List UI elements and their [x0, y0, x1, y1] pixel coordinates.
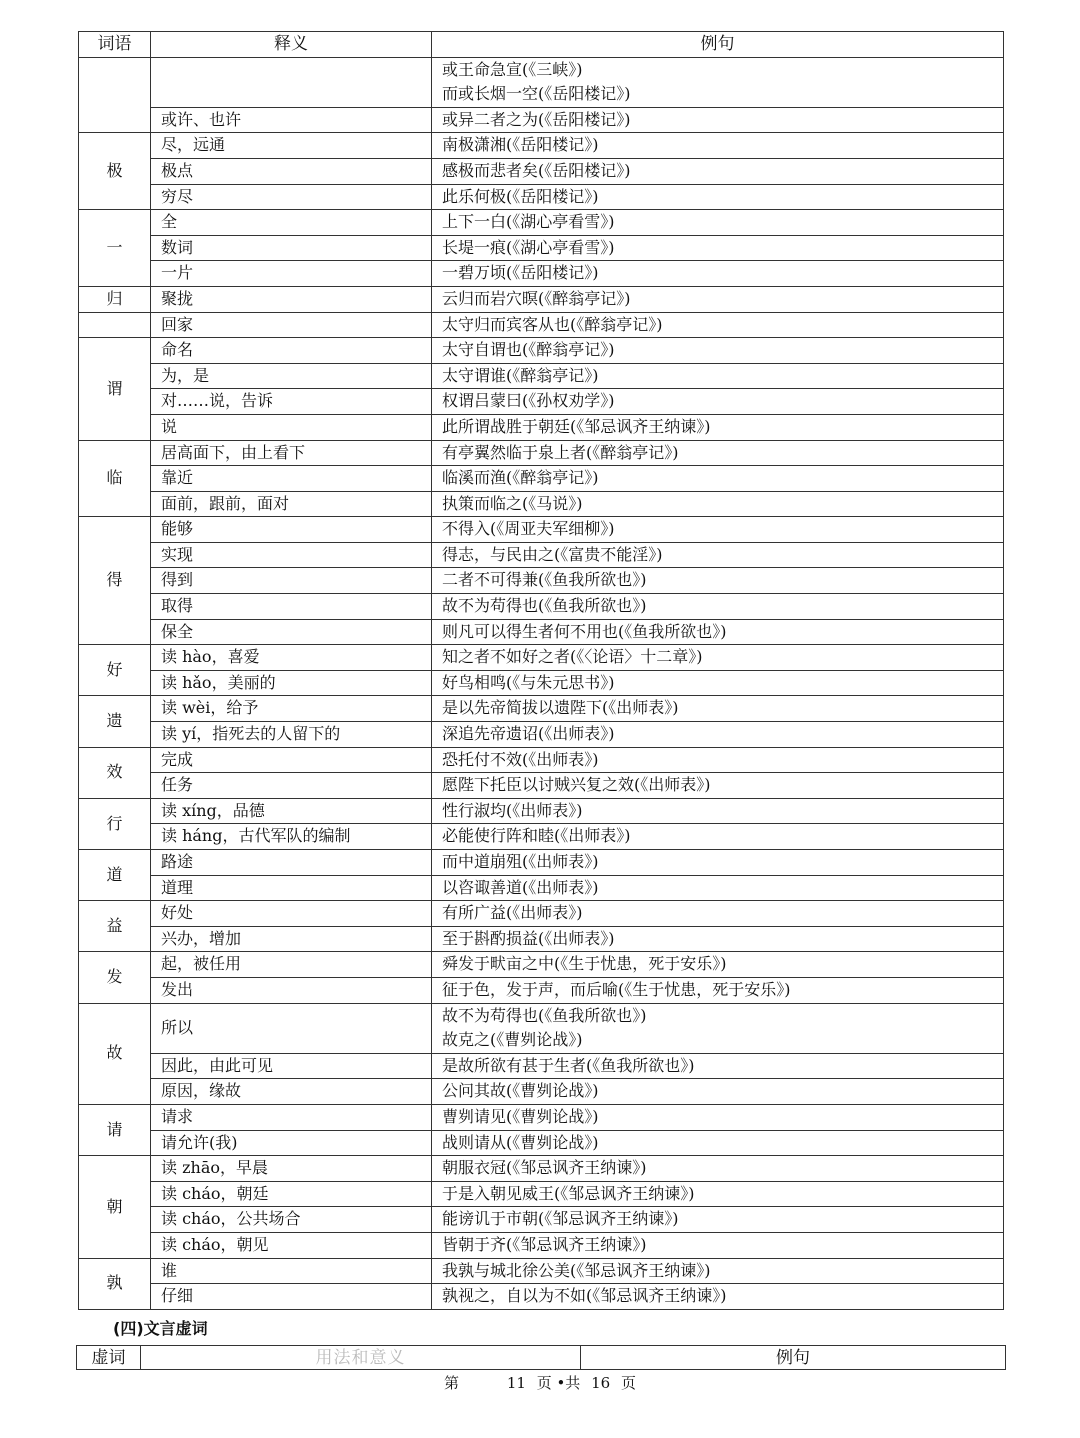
example-cell: [432, 261, 1004, 287]
meaning-cell: 能够: [151, 517, 432, 543]
word-cell: 道: [79, 850, 151, 901]
table-row: [79, 747, 1004, 773]
meaning-cell: 读 cháo，公共场合: [151, 1207, 432, 1233]
function-table-header-row: [77, 1346, 1006, 1370]
example-sentence: 故克之(《曹刿论战》): [442, 1030, 583, 1050]
meaning-cell: 任务: [151, 773, 432, 799]
func-header-example: 例句: [581, 1346, 1006, 1370]
example-sentence: 不得入(《周亚夫军细柳》): [442, 519, 615, 539]
word-cell: 归: [79, 286, 151, 312]
function-word-table: [76, 1345, 1006, 1370]
table-row: [79, 977, 1004, 1003]
example-cell: [432, 542, 1004, 568]
word-cell: 发: [79, 952, 151, 1003]
example-cell: [432, 1232, 1004, 1258]
meaning-cell: 说: [151, 414, 432, 440]
example-sentence: 太守自谓也(《醉翁亭记》): [442, 340, 615, 360]
word-cell: 效: [79, 747, 151, 798]
example-sentence: 愿陛下托臣以讨贼兴复之效(《出师表》): [442, 775, 711, 795]
example-cell: [432, 1003, 1004, 1053]
example-cell: [432, 1053, 1004, 1079]
meaning-cell: 完成: [151, 747, 432, 773]
meaning-cell: 保全: [151, 619, 432, 645]
example-sentence: 临溪而渔(《醉翁亭记》): [442, 468, 599, 488]
footer-suffix: 页: [620, 1374, 636, 1392]
meaning-cell: 极点: [151, 158, 432, 184]
example-cell: [432, 568, 1004, 594]
table-row: [79, 414, 1004, 440]
example-cell: [432, 722, 1004, 748]
table-row: [79, 1207, 1004, 1233]
example-sentence: 太守归而宾客从也(《醉翁亭记》): [442, 314, 663, 334]
table-row: [79, 1284, 1004, 1310]
table-row: [79, 389, 1004, 415]
func-header-usage-text: 用法和意义: [315, 1347, 406, 1368]
example-sentence: 征于色，发于声，而后喻(《生于忧患，死于安乐》): [442, 979, 791, 999]
example-sentence: 曹刿请见(《曹刿论战》): [442, 1106, 599, 1126]
table-row: [79, 107, 1004, 133]
meaning-cell: 读 cháo，朝见: [151, 1232, 432, 1258]
meaning-cell: 穷尽: [151, 184, 432, 210]
table-row: [79, 1053, 1004, 1079]
example-sentence: 有亭翼然临于泉上者(《醉翁亭记》): [442, 442, 679, 462]
example-cell: [432, 363, 1004, 389]
meaning-cell: 起，被任用: [151, 952, 432, 978]
example-sentence: 舜发于畎亩之中(《生于忧患，死于安乐》): [442, 954, 727, 974]
table-row: [79, 952, 1004, 978]
meaning-cell: 请允许(我): [151, 1130, 432, 1156]
example-sentence: 上下一白(《湖心亭看雪》): [442, 212, 615, 232]
example-cell: [432, 133, 1004, 159]
table-row: [79, 235, 1004, 261]
example-cell: [432, 875, 1004, 901]
table-row: [79, 1181, 1004, 1207]
example-cell: [432, 824, 1004, 850]
meaning-cell: 居高面下，由上看下: [151, 440, 432, 466]
table-row: [79, 1079, 1004, 1105]
table-row: [79, 1232, 1004, 1258]
example-cell: [432, 798, 1004, 824]
table-row: [79, 133, 1004, 159]
example-sentence: 知之者不如好之者(《〈论语〉十二章》): [442, 647, 703, 667]
table-row: [79, 568, 1004, 594]
meaning-cell: 面前，跟前，面对: [151, 491, 432, 517]
example-sentence: 有所广益(《出师表》): [442, 903, 583, 923]
word-cell: 朝: [79, 1156, 151, 1258]
table-row: [79, 466, 1004, 492]
example-sentence: 权谓吕蒙曰(《孙权劝学》): [442, 391, 615, 411]
word-cell: 请: [79, 1104, 151, 1155]
func-header-word: 虚词: [77, 1346, 141, 1370]
meaning-cell: 读 háng，古代军队的编制: [151, 824, 432, 850]
example-cell: [432, 389, 1004, 415]
footer-total-pages: 16: [591, 1374, 611, 1392]
example-sentence: 或王命急宣(《三峡》): [442, 59, 583, 79]
word-cell: 极: [79, 133, 151, 210]
table-row: [79, 645, 1004, 671]
example-sentence: 恐托付不效(《出师表》): [442, 749, 599, 769]
example-cell: [432, 1207, 1004, 1233]
meaning-cell: 所以: [151, 1003, 432, 1053]
example-sentence: 长堤一痕(《湖心亭看雪》): [442, 237, 615, 257]
example-sentence: 公问其故(《曹刿论战》): [442, 1081, 599, 1101]
meaning-cell: 发出: [151, 977, 432, 1003]
meaning-cell: 读 hǎo，美丽的: [151, 670, 432, 696]
example-sentence: 南极潇湘(《岳阳楼记》): [442, 135, 599, 155]
meaning-cell: 靠近: [151, 466, 432, 492]
word-cell: 好: [79, 645, 151, 696]
table-row: [79, 1130, 1004, 1156]
example-cell: [432, 670, 1004, 696]
example-cell: [432, 491, 1004, 517]
table-row: [79, 926, 1004, 952]
meaning-cell: 好处: [151, 901, 432, 927]
example-sentence: 而或长烟一空(《岳阳楼记》): [442, 84, 631, 104]
meaning-cell: 仔细: [151, 1284, 432, 1310]
example-cell: [432, 952, 1004, 978]
example-sentence: 皆朝于齐(《邹忌讽齐王纳谏》): [442, 1234, 647, 1254]
table-row: [79, 696, 1004, 722]
example-sentence: 孰视之，自以为不如(《邹忌讽齐王纳谏》): [442, 1286, 727, 1306]
table-row: [79, 773, 1004, 799]
footer-prefix: 第: [444, 1374, 460, 1392]
example-sentence: 太守谓谁(《醉翁亭记》): [442, 365, 599, 385]
example-cell: [432, 1130, 1004, 1156]
example-sentence: 于是入朝见威王(《邹忌讽齐王纳谏》): [442, 1183, 695, 1203]
meaning-cell: 原因，缘故: [151, 1079, 432, 1105]
section-title: (四)文言虚词: [113, 1319, 208, 1338]
table-row: [79, 1258, 1004, 1284]
table-row: [79, 491, 1004, 517]
table-row: [79, 1156, 1004, 1182]
example-cell: [432, 1258, 1004, 1284]
meaning-cell: 全: [151, 210, 432, 236]
word-cell: 一: [79, 210, 151, 287]
meaning-cell: 因此，由此可见: [151, 1053, 432, 1079]
table-row: [79, 57, 1004, 107]
example-sentence: 必能使行阵和睦(《出师表》): [442, 826, 631, 846]
example-sentence: 得志，与民由之(《富贵不能淫》): [442, 544, 663, 564]
table-row: [79, 517, 1004, 543]
example-sentence: 深追先帝遗诏(《出师表》): [442, 724, 615, 744]
example-sentence: 战则请从(《曹刿论战》): [442, 1132, 599, 1152]
meaning-cell: 谁: [151, 1258, 432, 1284]
meaning-cell: 读 zhāo，早晨: [151, 1156, 432, 1182]
table-row: [79, 619, 1004, 645]
meaning-cell: 对……说，告诉: [151, 389, 432, 415]
meaning-cell: 读 cháo，朝廷: [151, 1181, 432, 1207]
example-sentence: 故不为苟得也(《鱼我所欲也》): [442, 1005, 647, 1025]
footer-mid: 页 •共: [536, 1374, 581, 1392]
table-row: [79, 440, 1004, 466]
word-cell: 谓: [79, 338, 151, 440]
word-cell: 行: [79, 798, 151, 849]
example-sentence: 朝服衣冠(《邹忌讽齐王纳谏》): [442, 1158, 647, 1178]
example-cell: [432, 57, 1004, 107]
example-cell: [432, 1079, 1004, 1105]
table-row: [79, 158, 1004, 184]
meaning-cell: 实现: [151, 542, 432, 568]
example-cell: [432, 926, 1004, 952]
example-sentence: 好鸟相鸣(《与朱元思书》): [442, 672, 615, 692]
example-cell: [432, 901, 1004, 927]
example-cell: [432, 645, 1004, 671]
example-cell: [432, 338, 1004, 364]
example-sentence: 此所谓战胜于朝廷(《邹忌讽齐王纳谏》): [442, 416, 711, 436]
example-sentence: 二者不可得兼(《鱼我所欲也》): [442, 570, 647, 590]
meaning-cell: 尽，远通: [151, 133, 432, 159]
example-sentence: 执策而临之(《马说》): [442, 493, 583, 513]
example-cell: [432, 1181, 1004, 1207]
word-cell: 孰: [79, 1258, 151, 1309]
table-header-row: [79, 32, 1004, 58]
example-sentence: 我孰与城北徐公美(《邹忌讽齐王纳谏》): [442, 1260, 711, 1280]
word-cell: 故: [79, 1003, 151, 1104]
meaning-cell: 数词: [151, 235, 432, 261]
header-example: 例句: [432, 32, 1004, 58]
table-row: [79, 798, 1004, 824]
example-sentence: 是故所欲有甚于生者(《鱼我所欲也》): [442, 1055, 695, 1075]
header-meaning: 释义: [151, 32, 432, 58]
example-cell: [432, 619, 1004, 645]
meaning-cell: 为，是: [151, 363, 432, 389]
meaning-cell: 路途: [151, 850, 432, 876]
table-row: [79, 542, 1004, 568]
example-cell: [432, 466, 1004, 492]
table-row: [79, 901, 1004, 927]
table-row: [79, 850, 1004, 876]
example-cell: [432, 235, 1004, 261]
word-cell: 遗: [79, 696, 151, 747]
meaning-cell: 读 xíng，品德: [151, 798, 432, 824]
example-cell: [432, 517, 1004, 543]
table-row: [79, 338, 1004, 364]
example-cell: [432, 312, 1004, 338]
example-cell: [432, 440, 1004, 466]
example-sentence: 至于斟酌损益(《出师表》): [442, 928, 615, 948]
word-cell: 益: [79, 901, 151, 952]
page-footer: [0, 1373, 1080, 1393]
table-row: [79, 722, 1004, 748]
example-sentence: 或异二者之为(《岳阳楼记》): [442, 109, 631, 129]
meaning-cell: 道理: [151, 875, 432, 901]
meaning-cell: 或许、也许: [151, 107, 432, 133]
example-cell: [432, 594, 1004, 620]
example-cell: [432, 1284, 1004, 1310]
example-cell: [432, 158, 1004, 184]
example-cell: [432, 696, 1004, 722]
meaning-cell: 回家: [151, 312, 432, 338]
meaning-cell: 取得: [151, 594, 432, 620]
table-row: [79, 1003, 1004, 1053]
meaning-cell: 读 hào，喜爱: [151, 645, 432, 671]
example-sentence: 感极而悲者矣(《岳阳楼记》): [442, 160, 631, 180]
table-row: [79, 312, 1004, 338]
meaning-cell: 请求: [151, 1104, 432, 1130]
example-sentence: 此乐何极(《岳阳楼记》): [442, 186, 599, 206]
table-row: [79, 363, 1004, 389]
meaning-cell: 读 yí，指死去的人留下的: [151, 722, 432, 748]
example-cell: [432, 286, 1004, 312]
example-sentence: 则凡可以得生者何不用也(《鱼我所欲也》): [442, 621, 727, 641]
table-row: [79, 1104, 1004, 1130]
word-cell: [79, 57, 151, 133]
meaning-cell: 兴办，增加: [151, 926, 432, 952]
example-cell: [432, 1104, 1004, 1130]
meaning-cell: 得到: [151, 568, 432, 594]
word-cell: 得: [79, 517, 151, 645]
table-row: [79, 824, 1004, 850]
example-cell: [432, 747, 1004, 773]
example-cell: [432, 773, 1004, 799]
example-cell: [432, 210, 1004, 236]
classical-vocabulary-table: [78, 31, 1004, 1310]
example-sentence: 故不为苟得也(《鱼我所欲也》): [442, 596, 647, 616]
example-sentence: 以咨诹善道(《出师表》): [442, 877, 599, 897]
table-row: [79, 261, 1004, 287]
example-cell: [432, 184, 1004, 210]
header-word: 词语: [79, 32, 151, 58]
meaning-cell: 一片: [151, 261, 432, 287]
meaning-cell: 读 wèi，给予: [151, 696, 432, 722]
example-sentence: 是以先帝简拔以遗陛下(《出师表》): [442, 698, 679, 718]
table-row: [79, 670, 1004, 696]
table-row: [79, 875, 1004, 901]
example-cell: [432, 850, 1004, 876]
table-row: [79, 184, 1004, 210]
meaning-cell: 聚拢: [151, 286, 432, 312]
footer-page-number: 11: [506, 1374, 526, 1392]
example-sentence: 云归而岩穴暝(《醉翁亭记》): [442, 288, 631, 308]
meaning-cell: 命名: [151, 338, 432, 364]
example-sentence: 性行淑均(《出师表》): [442, 800, 583, 820]
example-cell: [432, 107, 1004, 133]
example-sentence: 而中道崩殂(《出师表》): [442, 852, 599, 871]
word-cell: [79, 312, 151, 338]
example-cell: [432, 1156, 1004, 1182]
example-sentence: 能谤讥于市朝(《邹忌讽齐王纳谏》): [442, 1209, 679, 1229]
table-body: [79, 57, 1004, 1309]
table-row: [79, 286, 1004, 312]
table-row: [79, 210, 1004, 236]
example-cell: [432, 414, 1004, 440]
func-header-usage: [141, 1346, 581, 1370]
word-cell: 临: [79, 440, 151, 517]
example-sentence: 一碧万顷(《岳阳楼记》): [442, 263, 599, 283]
table-row: [79, 594, 1004, 620]
example-cell: [432, 977, 1004, 1003]
meaning-cell: [151, 57, 432, 107]
